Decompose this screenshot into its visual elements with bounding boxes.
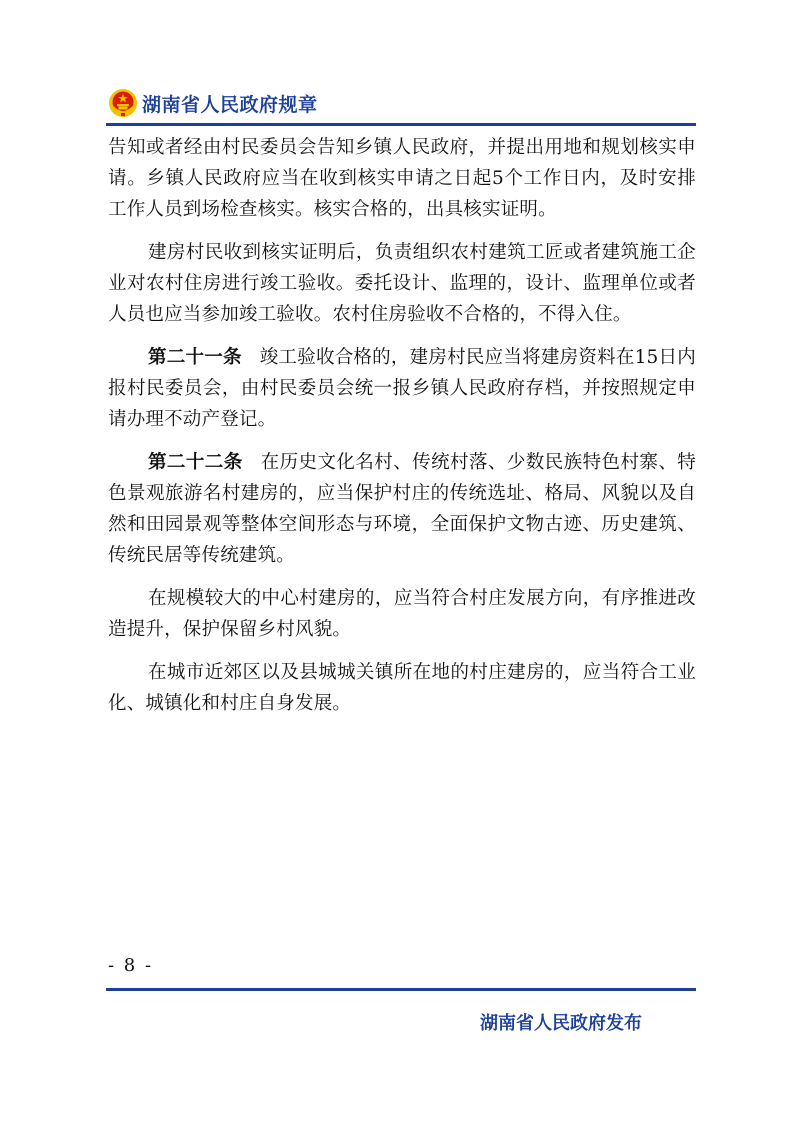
paragraph — [108, 237, 696, 330]
document-body — [108, 132, 696, 719]
header-divider — [106, 123, 696, 126]
publisher-label: 湖南省人民政府发布 — [480, 1013, 642, 1034]
page-number: - 8 - — [108, 955, 154, 976]
article-paragraph — [108, 447, 696, 571]
paragraph — [108, 583, 696, 645]
paragraph-text: 建房村民收到核实证明后，负责组织农村建筑工匠或者建筑施工企业对农村住房进行竣工验收。委托设计、监理的，设计、监理单位或者人员也应当参加竣工验收。农村住房验收不合格的，不得入住。 — [108, 242, 696, 325]
document-header — [108, 88, 318, 118]
paragraph-text: 在城市近郊区以及县城城关镇所在地的村庄建房的，应当符合工业化、城镇化和村庄自身发展。 — [108, 662, 696, 714]
article-paragraph — [108, 342, 696, 435]
article-number: 第二十一条 — [148, 347, 242, 368]
article-number: 第二十二条 — [148, 452, 243, 473]
paragraph-text: 在历史文化名村、传统村落、少数民族特色村寨、特色景观旅游名村建房的，应当保护村庄的传统选址、格局、风貌以及自然和田园景观等整体空间形态与环境，全面保护文物古迹、历史建筑、传统民居等传统建筑。 — [108, 452, 696, 566]
paragraph-text: 在规模较大的中心村建房的，应当符合村庄发展方向，有序推进改造提升，保护保留乡村风貌。 — [108, 588, 696, 640]
paragraph-text: 告知或者经由村民委员会告知乡镇人民政府，并提出用地和规划核实申请。乡镇人民政府应当在收到核实申请之日起5个工作日内，及时安排工作人员到场检查核实。核实合格的，出具核实证明。 — [108, 137, 696, 220]
header-title: 湖南省人民政府规章 — [142, 93, 318, 116]
paragraph — [108, 132, 696, 225]
footer-divider — [106, 988, 696, 991]
national-emblem-icon — [108, 88, 138, 118]
paragraph-text: 竣工验收合格的，建房村民应当将建房资料在15日内报村民委员会，由村民委员会统一报乡镇人民政府存档，并按照规定申请办理不动产登记。 — [108, 347, 696, 430]
paragraph — [108, 657, 696, 719]
